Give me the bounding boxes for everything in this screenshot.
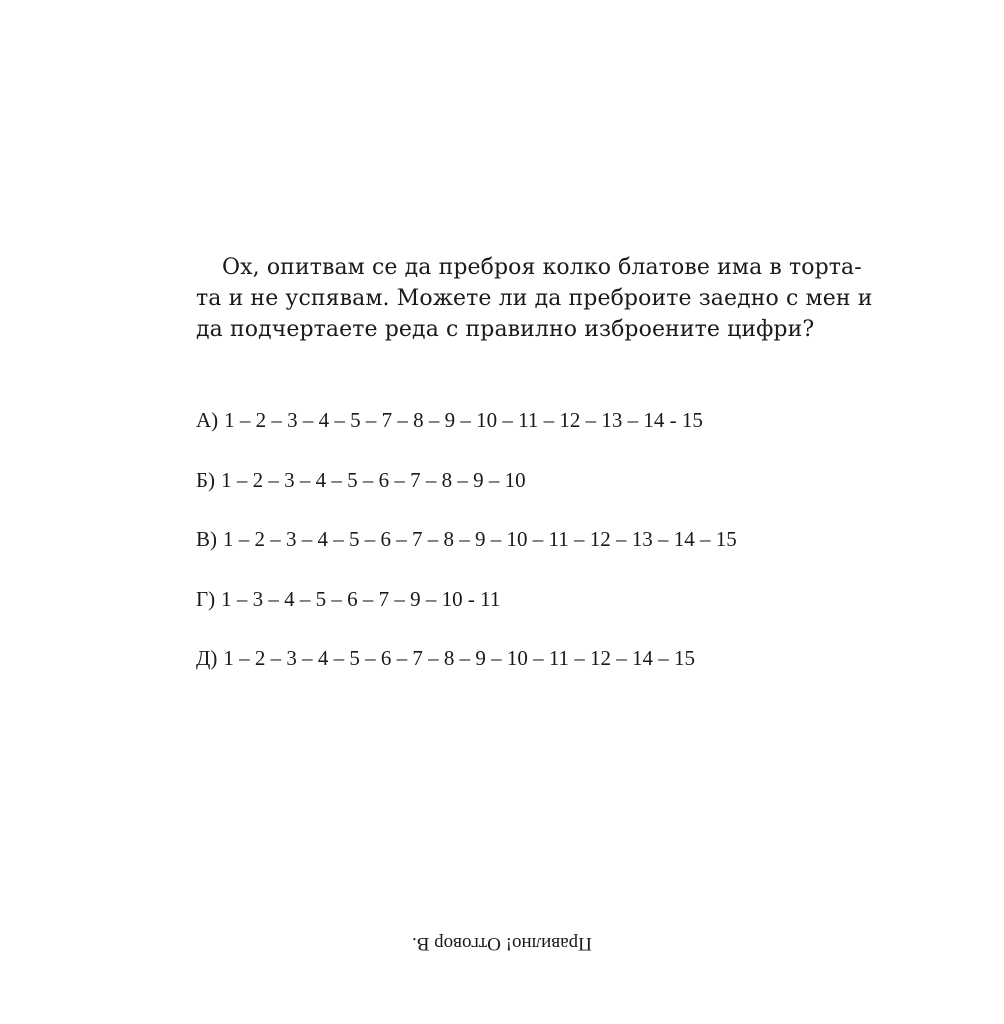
option-label: Д) — [196, 646, 218, 670]
option-sequence: 1 – 2 – 3 – 4 – 5 – 6 – 7 – 8 – 9 – 10 – 11 – 12 – 14 – 15 — [223, 646, 696, 670]
option-b — [196, 465, 816, 525]
option-d — [196, 643, 816, 703]
option-sequence: 1 – 2 – 3 – 4 – 5 – 6 – 7 – 8 – 9 – 10 — [221, 467, 526, 492]
option-a — [196, 405, 816, 465]
option-label: В) — [196, 527, 217, 551]
option-label: Г) — [196, 586, 216, 611]
option-sequence: 1 – 2 – 3 – 4 – 5 – 6 – 7 – 8 – 9 – 10 – 11 – 12 – 13 – 14 – 15 — [223, 527, 737, 551]
options-list — [196, 405, 816, 703]
intro-line: та и не успявам. Можете ли да преброите заедно с мен и — [196, 286, 873, 311]
option-v — [196, 524, 816, 584]
intro-paragraph — [196, 252, 873, 345]
option-sequence: 1 – 2 – 3 – 4 – 5 – 7 – 8 – 9 – 10 – 11 – 12 – 13 – 14 - 15 — [224, 408, 703, 432]
intro-line: Ох, опитвам се да преброя колко блатове има в торта- — [222, 255, 862, 280]
option-g — [196, 584, 816, 644]
intro-line: да подчертаете реда с правилно изброените цифри? — [196, 317, 815, 342]
option-label: А) — [196, 408, 219, 432]
answer-footer — [0, 932, 1004, 954]
option-label: Б) — [196, 467, 216, 492]
upside-down-answer: Правилно! Отговор В. — [412, 933, 592, 954]
option-sequence: 1 – 3 – 4 – 5 – 6 – 7 – 9 – 10 - 11 — [221, 586, 501, 611]
